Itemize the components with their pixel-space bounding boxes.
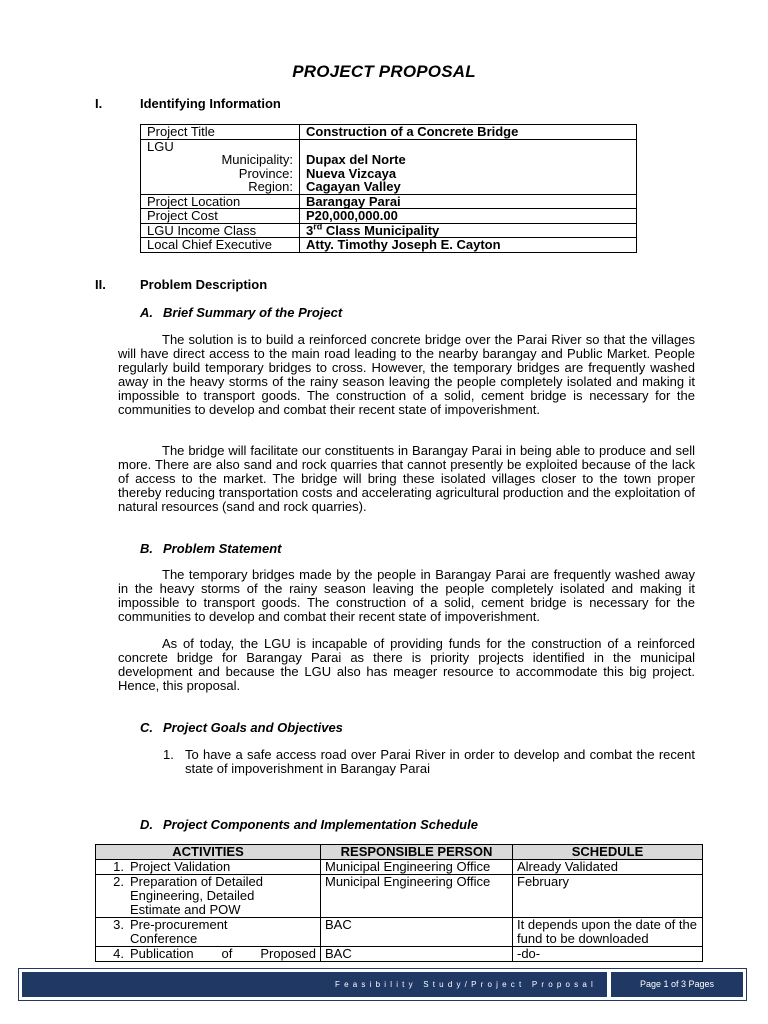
location-label: Project Location (141, 194, 300, 209)
region-value: Cagayan Valley (306, 179, 401, 194)
summary-paragraph-1: The solution is to build a reinforced concrete bridge over the Parai River so that the villages will have direct access to the main road leading to the nearby barangay and Public Market. People regularly build temporary bridges to cross. However, the temporary bridges are frequently washed away in the heavy storms of the rainy season leaving the people completely isolated and making it impossible to transport goods. The construction of a solid, cement bridge is necessary for the communities to develop and combat their recent state of impoverishment. (118, 332, 695, 417)
identifying-info-table (140, 124, 637, 253)
schedule-cell: February (513, 875, 703, 918)
activity-text: Publication of Proposed (130, 946, 316, 961)
footer-title: Feasibility Study/Project Proposal (22, 972, 607, 997)
schedule-cell: Already Validated (513, 860, 703, 875)
subsection-letter: D. (140, 817, 153, 832)
subsection-d-heading (140, 817, 478, 832)
income-class-label: LGU Income Class (141, 223, 300, 238)
municipality-label: Municipality: (221, 152, 293, 167)
subsection-title: Problem Statement (163, 541, 282, 556)
table-row (141, 125, 637, 140)
lgu-label: LGU (147, 138, 174, 154)
subsection-title: Brief Summary of the Project (163, 305, 343, 320)
subsection-letter: A. (140, 305, 153, 320)
activity-text: Project Validation (130, 859, 231, 874)
responsible-cell: Municipal Engineering Office (321, 860, 513, 875)
section-number: I. (95, 96, 103, 111)
lgu-cell (141, 139, 300, 194)
province-label: Province: (238, 165, 293, 181)
activity-number: 4. (113, 946, 124, 961)
region-label: Region: (248, 179, 293, 194)
activity-text: Pre-procurement Conference (130, 917, 228, 946)
table-row (141, 194, 637, 209)
province-value: Nueva Vizcaya (306, 165, 397, 181)
municipality-value: Dupax del Norte (306, 152, 406, 167)
table-header-row (96, 845, 703, 860)
table-row (141, 139, 637, 194)
income-class-suffix: rd (313, 221, 323, 232)
schedule-cell: -do- (513, 947, 703, 962)
activity-number: 2. (113, 874, 124, 889)
section-title: Problem Description (140, 277, 268, 292)
table-row (96, 860, 703, 875)
column-header-schedule: SCHEDULE (513, 845, 703, 860)
goal-text: To have a safe access road over Parai River in order to develop and combat the recent state of impoverishment in Barangay Parai (185, 747, 695, 776)
activity-cell (96, 947, 321, 962)
subsection-a-heading (140, 305, 342, 320)
subsection-c-heading (140, 720, 343, 735)
executive-value: Atty. Timothy Joseph E. Cayton (300, 238, 637, 253)
table-row (141, 223, 637, 238)
responsible-cell: BAC (321, 947, 513, 962)
responsible-cell: BAC (321, 918, 513, 947)
activity-text: Preparation of Detailed Engineering, Detailed Estimate and POW (130, 874, 263, 917)
footer-page-number: Page 1 of 3 Pages (611, 972, 743, 997)
subsection-letter: C. (140, 720, 153, 735)
activity-number: 3. (113, 917, 124, 932)
column-header-responsible: RESPONSIBLE PERSON (321, 845, 513, 860)
section-1-heading (95, 96, 281, 111)
project-title-value: Construction of a Concrete Bridge (300, 125, 637, 140)
location-value: Barangay Parai (300, 194, 637, 209)
section-number: II. (95, 277, 106, 292)
cost-value: P20,000,000.00 (300, 209, 637, 224)
activity-number: 1. (113, 859, 124, 874)
income-class-number: 3 (306, 222, 314, 238)
income-class-value (300, 223, 637, 238)
subsection-letter: B. (140, 541, 153, 556)
goal-number: 1. (163, 747, 174, 762)
lgu-values (300, 139, 637, 194)
page-title: PROJECT PROPOSAL (292, 62, 476, 81)
activity-cell (96, 875, 321, 918)
subsection-b-heading (140, 541, 281, 556)
income-class-text: Class Municipality (322, 222, 440, 238)
section-title: Identifying Information (140, 96, 281, 111)
table-row (141, 209, 637, 224)
activity-cell (96, 860, 321, 875)
table-row (141, 238, 637, 253)
schedule-table (95, 844, 703, 962)
executive-label: Local Chief Executive (141, 238, 300, 253)
table-row (96, 947, 703, 962)
schedule-cell: It depends upon the date of the fund to be downloaded (513, 918, 703, 947)
goal-list-item (163, 748, 695, 776)
section-2-heading (95, 277, 267, 292)
summary-paragraph-2: The bridge will facilitate our constituents in Barangay Parai in being able to produce and sell more. There are also sand and rock quarries that cannot presently be exploited because of the lack of access to the market. The bridge will bring these isolated villages closer to the town proper thereby reducing transportation costs and accelerating agricultural production and the exploitation of natural resources (sand and rock quarries). (118, 443, 695, 514)
table-row (96, 875, 703, 918)
responsible-cell: Municipal Engineering Office (321, 875, 513, 918)
activity-cell (96, 918, 321, 947)
problem-paragraph-2: As of today, the LGU is incapable of providing funds for the construction of a reinforced concrete bridge for Barangay Parai as there is priority projects identified in the municipal development and because the LGU also has meager resource to accommodate this big project. Hence, this proposal. (118, 636, 695, 693)
cost-label: Project Cost (141, 209, 300, 224)
subsection-title: Project Goals and Objectives (163, 720, 343, 735)
subsection-title: Project Components and Implementation Schedule (163, 817, 478, 832)
table-row (96, 918, 703, 947)
problem-paragraph-1: The temporary bridges made by the people in Barangay Parai are frequently washed away in the heavy storms of the rainy season leaving the people completely isolated and making it impossible to transport goods. The construction of a solid, cement bridge is necessary for the communities to develop and combat their recent state of impoverishment. (118, 567, 695, 624)
project-title-label: Project Title (141, 125, 300, 140)
column-header-activities: ACTIVITIES (96, 845, 321, 860)
